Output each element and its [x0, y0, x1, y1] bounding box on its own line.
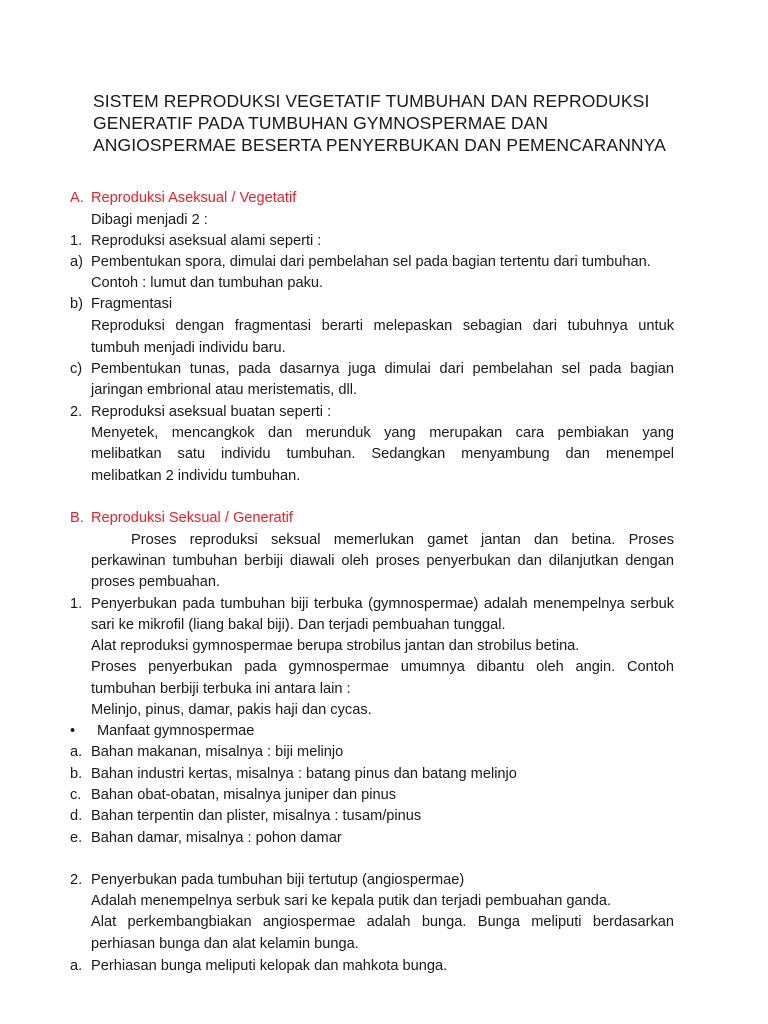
list-item-text: Perhiasan bunga meliputi kelopak dan mahkota bunga.	[91, 958, 448, 974]
paragraph-line: melibatkan satu individu tumbuhan. Sedangkan menyambung dan menempel	[91, 446, 674, 462]
paragraph-line: Pembentukan tunas, pada dasarnya juga dimulai dari pembelahan sel pada bagian	[91, 361, 674, 377]
list-marker: b)	[70, 296, 83, 312]
title-line: ANGIOSPERMAE BESERTA PENYERBUKAN DAN PEMENCARANNYA	[93, 135, 666, 155]
benefit-item: Bahan terpentin dan plister, misalnya : tusam/pinus	[91, 808, 422, 824]
bullet-item-text: Manfaat gymnospermae	[97, 723, 255, 739]
section-a-marker: A.	[70, 190, 84, 206]
list-marker: c.	[70, 787, 82, 803]
list-marker: a)	[70, 254, 83, 270]
paragraph-line: Menyetek, mencangkok dan merunduk yang merupakan cara pembiakan yang	[91, 425, 674, 441]
list-marker: d.	[70, 808, 83, 824]
list-marker: 1.	[70, 233, 83, 249]
list-item-text: Pembentukan spora, dimulai dari pembelahan sel pada bagian tertentu dari tumbuhan.	[91, 254, 651, 270]
benefit-item: Bahan makanan, misalnya : biji melinjo	[91, 744, 344, 760]
paragraph-line: Adalah menempelnya serbuk sari ke kepala putik dan terjadi pembuahan ganda.	[91, 893, 612, 909]
section-a-intro: Dibagi menjadi 2 :	[91, 212, 208, 228]
paragraph-line: proses pembuahan.	[91, 574, 220, 590]
paragraph-line: tumbuh menjadi individu baru.	[91, 340, 286, 356]
list-marker: e.	[70, 830, 83, 846]
paragraph-line: tumbuhan berbiji terbuka ini antara lain :	[91, 681, 351, 697]
benefit-item: Bahan damar, misalnya : pohon damar	[91, 830, 342, 846]
title-line: GENERATIF PADA TUMBUHAN GYMNOSPERMAE DAN	[93, 113, 549, 133]
list-marker: 2.	[70, 404, 83, 420]
paragraph-line: perhiasan bunga dan alat kelamin bunga.	[91, 936, 359, 952]
document-title	[93, 90, 693, 156]
title-line: SISTEM REPRODUKSI VEGETATIF TUMBUHAN DAN REPRODUKSI	[93, 91, 650, 111]
list-marker: a.	[70, 744, 83, 760]
list-item-example: Contoh : lumut dan tumbuhan paku.	[91, 275, 324, 291]
list-item-text: Fragmentasi	[91, 296, 173, 312]
paragraph-line: Alat perkembangbiakan angiospermae adalah bunga. Bunga meliputi berdasarkan	[91, 914, 674, 930]
paragraph-line: Penyerbukan pada tumbuhan biji terbuka (gymnospermae) adalah menempelnya serbuk	[91, 596, 674, 612]
list-marker: c)	[70, 361, 83, 377]
paragraph-line: jaringan embrional atau meristematis, dll.	[91, 382, 358, 398]
paragraph-line: perkawinan tumbuhan berbiji diawali oleh proses penyerbukan dan dilanjutkan dengan	[91, 553, 674, 569]
list-item-text: Reproduksi aseksual buatan seperti :	[91, 404, 332, 420]
bullet-icon: •	[70, 723, 76, 739]
section-b-heading: Reproduksi Seksual / Generatif	[91, 510, 293, 526]
paragraph-line: sari ke mikrofil (liang bakal biji). Dan terjadi pembuahan tunggal.	[91, 617, 506, 633]
paragraph-line: Reproduksi dengan fragmentasi berarti melepaskan sebagian dari tubuhnya untuk	[91, 318, 674, 334]
paragraph-line: melibatkan 2 individu tumbuhan.	[91, 468, 301, 484]
paragraph-line: Melinjo, pinus, damar, pakis haji dan cycas.	[91, 702, 372, 718]
paragraph-line: Proses reproduksi seksual memerlukan gamet jantan dan betina. Proses	[131, 532, 674, 548]
benefit-item: Bahan industri kertas, misalnya : batang pinus dan batang melinjo	[91, 766, 517, 782]
list-marker: 2.	[70, 872, 83, 888]
paragraph-line: Alat reproduksi gymnospermae berupa strobilus jantan dan strobilus betina.	[91, 638, 580, 654]
list-marker: 1.	[70, 596, 83, 612]
paragraph-line: Penyerbukan pada tumbuhan biji tertutup (angiospermae)	[91, 872, 465, 888]
paragraph-line: Proses penyerbukan pada gymnospermae umumnya dibantu oleh angin. Contoh	[91, 659, 674, 675]
list-marker: a.	[70, 958, 83, 974]
benefit-item: Bahan obat-obatan, misalnya juniper dan pinus	[91, 787, 397, 803]
section-a-heading: Reproduksi Aseksual / Vegetatif	[91, 190, 297, 206]
list-marker: b.	[70, 766, 83, 782]
list-item-text: Reproduksi aseksual alami seperti :	[91, 233, 322, 249]
section-b-marker: B.	[70, 510, 84, 526]
